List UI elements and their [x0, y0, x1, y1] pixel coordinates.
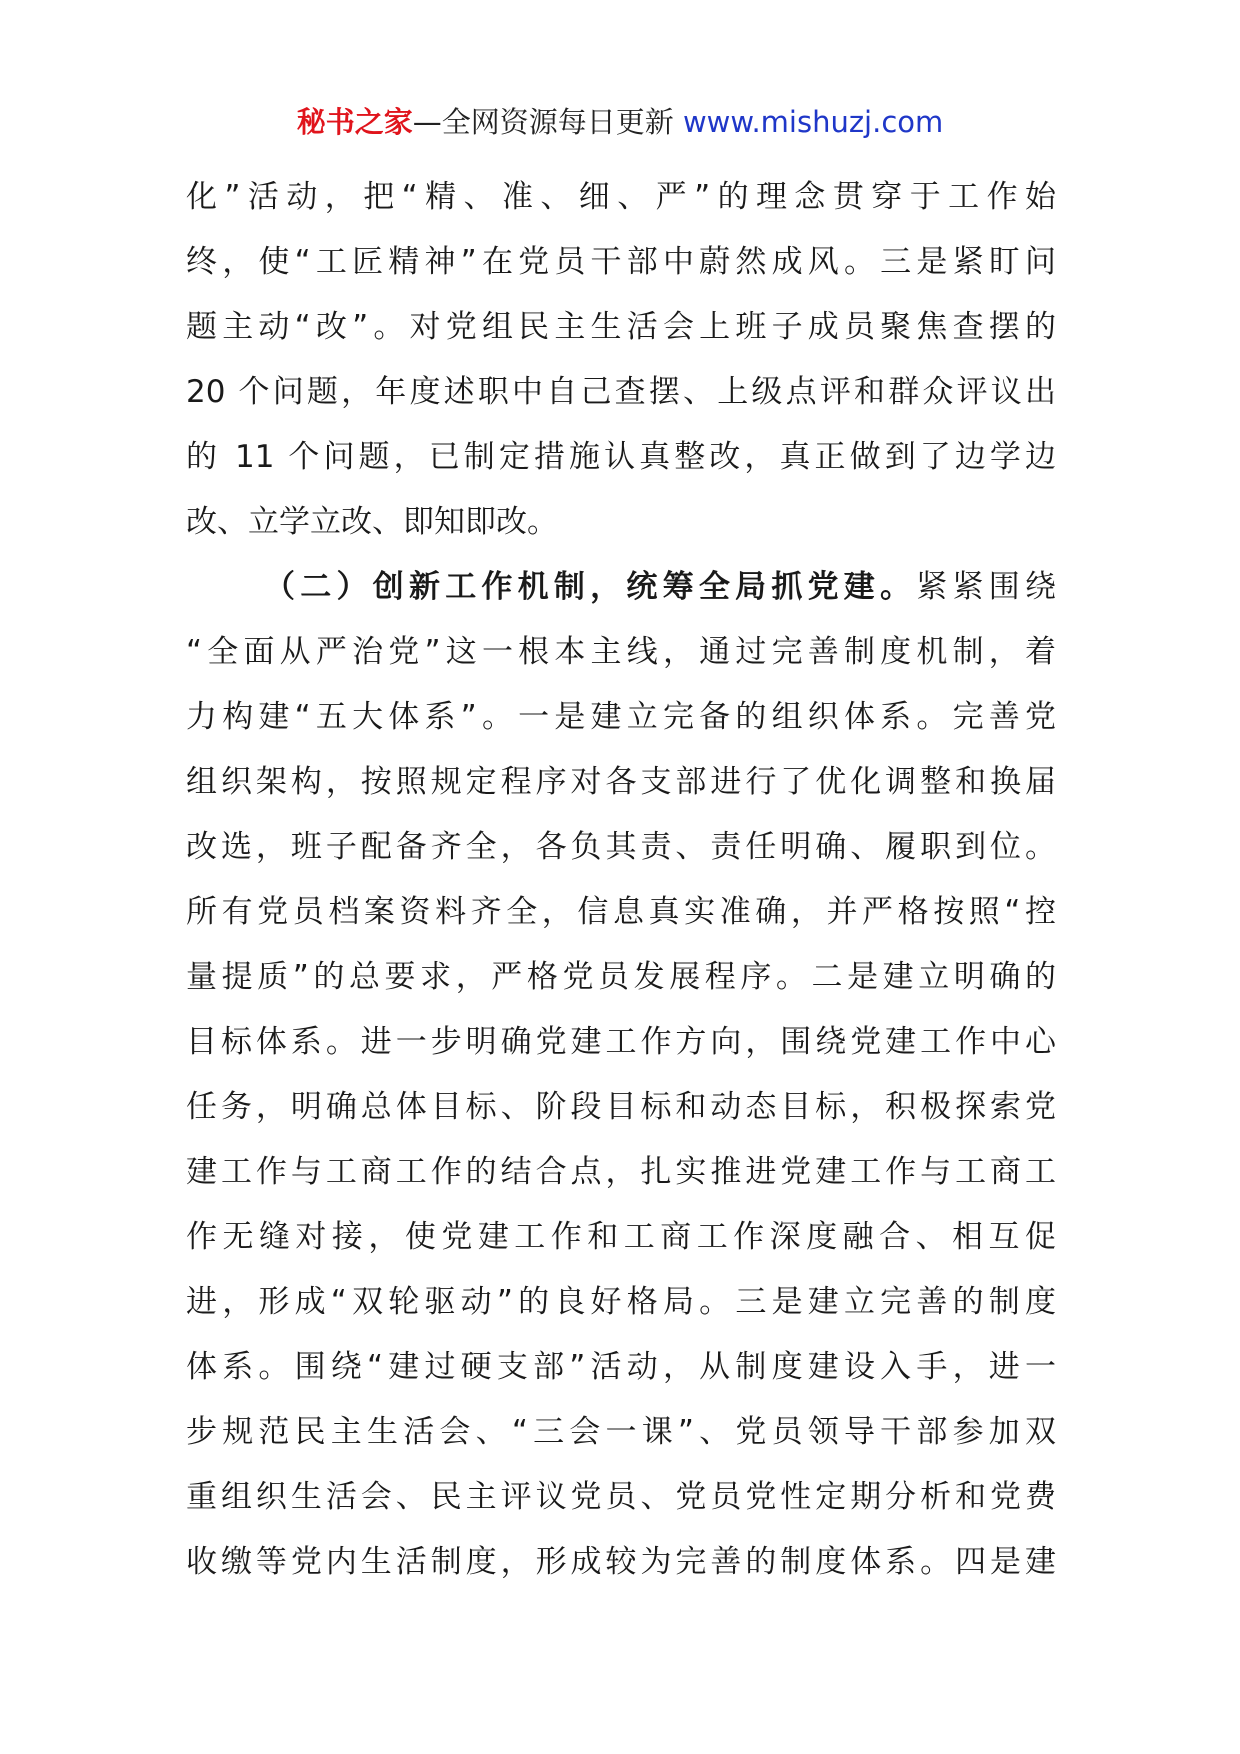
paragraph-line: 目标体系。进一步明确党建工作方向，围绕党建工作中心 — [186, 1024, 1056, 1060]
paragraph-line: 改选，班子配备齐全，各负其责、责任明确、履职到位。 — [186, 829, 1056, 865]
brand-name: 秘书之家 — [296, 105, 413, 139]
paragraph-line: 组织架构，按照规定程序对各支部进行了优化调整和换届 — [186, 764, 1056, 800]
paragraph-line: 力构建“五大体系”。一是建立完备的组织体系。完善党 — [186, 699, 1056, 735]
document-body — [186, 165, 1056, 1595]
paragraph-line: 改、立学立改、即知即改。 — [186, 504, 558, 540]
section-heading: （二）创新工作机制，统筹全局抓党建。 — [264, 569, 917, 605]
paragraph-line: 步规范民主生活会、“三会一课”、党员领导干部参加双 — [186, 1414, 1056, 1450]
watermark-header — [0, 100, 1240, 144]
section-heading-tail: 紧紧围绕 — [916, 569, 1056, 605]
paragraph-line: 收缴等党内生活制度，形成较为完善的制度体系。四是建 — [186, 1544, 1056, 1580]
paragraph-line: 化”活动，把“精、准、细、严”的理念贯穿于工作始 — [186, 179, 1056, 215]
paragraph-line: 体系。围绕“建过硬支部”活动，从制度建设入手，进一 — [186, 1349, 1056, 1385]
paragraph-line: 终，使“工匠精神”在党员干部中蔚然成风。三是紧盯问 — [186, 244, 1056, 280]
paragraph-line: 任务，明确总体目标、阶段目标和动态目标，积极探索党 — [186, 1089, 1056, 1125]
paragraph-line: 建工作与工商工作的结合点，扎实推进党建工作与工商工 — [186, 1154, 1056, 1190]
paragraph-line: 所有党员档案资料齐全，信息真实准确，并严格按照“控 — [186, 894, 1056, 930]
paragraph-line: 重组织生活会、民主评议党员、党员党性定期分析和党费 — [186, 1479, 1056, 1515]
paragraph-line: 题主动“改”。对党组民主生活会上班子成员聚焦查摆的 — [186, 309, 1056, 345]
paragraph-line: 作无缝对接，使党建工作和工商工作深度融合、相互促 — [186, 1219, 1056, 1255]
header-slogan: —全网资源每日更新 — [412, 105, 683, 139]
header-url[interactable]: www.mishuzj.com — [682, 105, 944, 139]
paragraph-line: 进，形成“双轮驱动”的良好格局。三是建立完善的制度 — [186, 1284, 1056, 1320]
section-heading-line — [186, 555, 1056, 620]
paragraph-line: 20 个问题，年度述职中自己查摆、上级点评和群众评议出 — [186, 374, 1056, 410]
paragraph-line: 的 11 个问题，已制定措施认真整改，真正做到了边学边 — [186, 439, 1056, 475]
paragraph-line: 量提质”的总要求，严格党员发展程序。二是建立明确的 — [186, 959, 1056, 995]
paragraph-line: “全面从严治党”这一根本主线，通过完善制度机制，着 — [186, 634, 1056, 670]
